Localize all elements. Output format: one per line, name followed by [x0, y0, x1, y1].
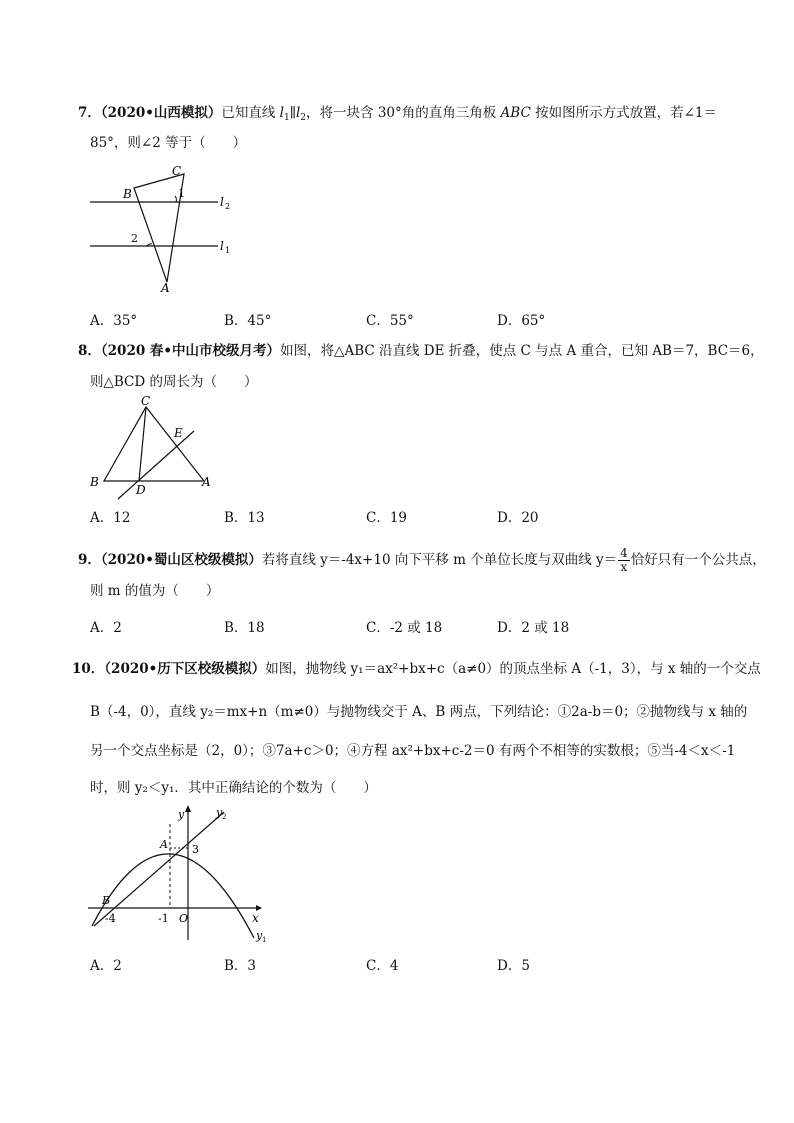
- q8-option-d[interactable]: D．20: [497, 510, 539, 526]
- q9-text-a: 若将直线 y＝-4x+10 向下平移 m 个单位长度与双曲线 y＝: [261, 552, 618, 568]
- q9-option-d[interactable]: D．2 或 18: [497, 620, 570, 636]
- q10-label-minus1: -1: [158, 912, 169, 925]
- q9-number: 9．: [78, 552, 101, 568]
- q7-label-l2: l: [220, 195, 224, 209]
- q10-figure: [84, 800, 284, 948]
- q10-label-origin: O: [179, 912, 189, 925]
- q8-option-c[interactable]: C．19: [366, 510, 408, 526]
- q7-label-a: A: [161, 281, 170, 295]
- q7-label-angle1: 1: [178, 187, 185, 200]
- q7-label-l1: l: [220, 239, 224, 253]
- q8-line2: 则△BCD 的周长为（ ）: [90, 374, 258, 390]
- q7-label-l2-sub: 2: [225, 202, 231, 211]
- q8-label-c: C: [141, 394, 151, 408]
- q10-source: （2020•历下区校级模拟）: [104, 661, 266, 677]
- q10-label-3: 3: [192, 843, 199, 856]
- q9-line2: 则 m 的值为（ ）: [90, 583, 220, 599]
- q7-option-d[interactable]: D．65°: [497, 313, 546, 329]
- q10-option-b[interactable]: B．3: [224, 958, 257, 974]
- q8-label-d: D: [136, 483, 146, 497]
- q10-label-y1: y: [256, 929, 263, 942]
- q10-option-a[interactable]: A．2: [90, 958, 122, 974]
- q10-label-y2: y: [216, 806, 223, 819]
- q7-source: （2020•山西模拟）: [100, 105, 222, 121]
- q7-option-b[interactable]: B．45°: [224, 313, 272, 329]
- q10-label-x-axis: x: [252, 911, 259, 925]
- q7-text-a: 已知直线: [221, 105, 280, 121]
- q8-figure: [86, 393, 226, 503]
- q9-option-a[interactable]: A．2: [90, 620, 122, 636]
- q10-number: 10．: [72, 661, 105, 677]
- q10-line3: 另一个交点坐标是（2，0）；③7a+c＞0；④方程 ax²+bx+c-2＝0 有两个不相等的实数根；⑤当-4＜x＜-1: [90, 743, 736, 759]
- q10-text-1: 如图，抛物线 y₁＝ax²+bx+c（a≠0）的顶点坐标 A（-1，3），与 x 轴的一个交点: [265, 661, 761, 677]
- q8-source: （2020 春•中山市校级月考）: [100, 343, 281, 359]
- q7-option-c[interactable]: C．55°: [366, 313, 414, 329]
- q10-line2: B（-4，0），直线 y₂＝mx+n（m≠0）与抛物线交于 A、B 两点，下列结论：①2a-b＝0；②抛物线与 x 轴的: [90, 704, 748, 720]
- q7-label-angle2: 2: [131, 232, 138, 245]
- q7-label-l1-sub: 1: [225, 246, 231, 255]
- q8-line1: [78, 342, 764, 360]
- q7-line2: 85°，则∠2 等于（ ）: [90, 135, 247, 151]
- q10-option-d[interactable]: D．5: [497, 958, 530, 974]
- q7-label-b: B: [123, 187, 132, 201]
- q7-option-a[interactable]: A．35°: [90, 313, 138, 329]
- q7-label-c: C: [172, 164, 182, 178]
- q8-number: 8．: [78, 343, 101, 359]
- q10-label-y1-sub: 1: [262, 936, 267, 944]
- q10-label-a: A: [160, 838, 168, 851]
- q9-option-c[interactable]: C．-2 或 18: [366, 620, 443, 636]
- q10-label-minus4: -4: [105, 912, 116, 925]
- q10-line1: [72, 660, 761, 678]
- q7-line1: 7．（2020•山西模拟）已知直线 $l_1\parallel l_2$，将一块含 30°角的直角三角板 ABC 按如图所示方式放置，若∠1＝: [78, 105, 717, 123]
- q9-fraction-num: 4: [620, 546, 628, 560]
- q8-label-a: A: [202, 475, 211, 489]
- q7-text-abc: ABC: [500, 105, 531, 121]
- q10-label-y2-sub: 2: [222, 813, 227, 821]
- q8-option-b[interactable]: B．13: [224, 510, 265, 526]
- q8-label-e: E: [174, 426, 183, 440]
- q10-option-c[interactable]: C．4: [366, 958, 399, 974]
- q9-source: （2020•蜀山区校级模拟）: [100, 552, 262, 568]
- q10-line4: 时，则 y₂＜y₁．其中正确结论的个数为（ ）: [90, 780, 377, 796]
- q8-text: 如图，将△ABC 沿直线 DE 折叠，使点 C 与点 A 重合，已知 AB＝7，BC＝6，: [280, 343, 764, 359]
- q10-label-y-axis: y: [178, 808, 185, 821]
- q7-figure: [80, 160, 250, 300]
- q9-fraction-den: x: [620, 560, 628, 574]
- q9-option-b[interactable]: B．18: [224, 620, 265, 636]
- q8-label-b: B: [90, 475, 99, 489]
- q9-text-b: 恰好只有一个公共点，: [630, 552, 766, 568]
- q8-option-a[interactable]: A．12: [90, 510, 131, 526]
- q10-label-b: B: [102, 894, 111, 907]
- q7-number: 7．: [78, 105, 101, 121]
- q7-text-d: 按如图所示方式放置，若∠1＝: [530, 105, 717, 121]
- q7-text-b: ，将一块含 30°角的直角三角板: [306, 105, 501, 121]
- q9-line1: [78, 545, 766, 575]
- q9-fraction: [618, 547, 630, 574]
